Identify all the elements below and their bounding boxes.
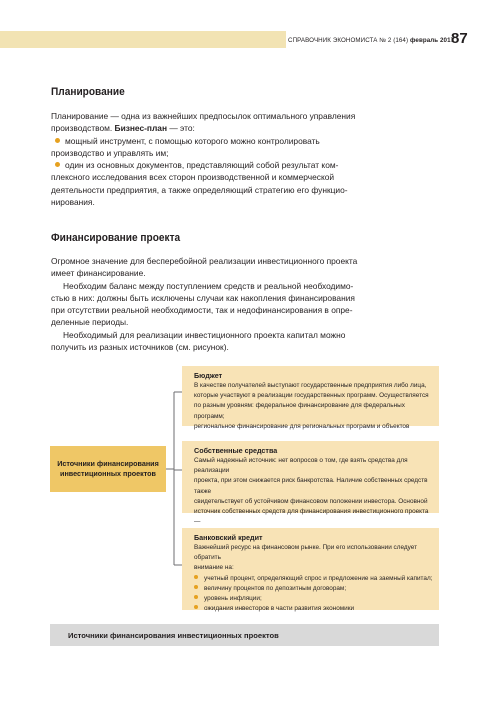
text-line: Огромное значение для бесперебойной реализации инвестиционного проекта [51,256,358,266]
text-line: Планирование — одна из важнейших предпосылок оптимального управления [51,111,356,121]
text-line: получить из разных источников (см. рисунок). [51,342,229,353]
journal-title: СПРАВОЧНИК ЭКОНОМИСТА № 2 (164) [288,37,409,44]
bullet-icon [194,605,198,609]
card-bullet-item: учетный процент, определяющий спрос и предложение на заемный капитал; [194,574,431,584]
bullet-icon [194,595,198,599]
card-bullet-item: ожидания инвесторов в части развития экономики [194,604,431,614]
card-bank-credit [182,528,439,613]
page-number: 87 [451,30,468,47]
text-line: стью в них: должны быть исключены случаи как накопления финансирования [51,292,355,303]
section-heading-financing: Финансирование проекта [51,232,181,244]
card-own-funds [182,441,439,526]
card-line: которые участвуют в реализации государственных программ. Осуществляется [194,392,429,400]
text-line: производство и управлять им; [51,147,169,158]
issue-date: февраль 2017 [409,37,455,44]
card-title: Собственные средства [194,446,278,455]
text-line: Необходимый для реализации инвестиционного проекта капитал можно [63,329,346,340]
card-line: Важнейший ресурс на финансовом рынке. При его использовании следует обратить [194,544,418,562]
financing-sources-box [50,446,166,492]
card-line: внимание на: [194,564,234,572]
card-line: проекта, при этом снижается риск банкротства. Наличие собственных средств также [194,477,428,495]
card-budget [182,366,439,430]
source-label-line: Источники финансирования [57,459,159,468]
list-item: мощный инструмент, с помощью которого можно контролировать [51,135,451,147]
text-line: деятельности предприятия, а также определяющий стратегию его функцио- [51,184,348,195]
card-line: источник собственных средств для финансирования инвестиционного проекта — [194,508,429,526]
figure-caption-text: Источники финансирования инвестиционных проектов [68,630,279,640]
bullet-icon [194,585,198,589]
text-line: имеет финансирование. [51,268,146,279]
card-line: Самый надежный источник: нет вопросов о том, где взять средства для реализации [194,457,408,475]
source-label-line: инвестиционных проектов [60,469,156,478]
card-bullet-item: величину процентов по депозитным договорам; [194,584,431,594]
card-line: региональное финансирование для региональных программ и объектов [194,422,410,430]
card-line: В качестве получателей выступают государственные предприятия либо лица, [194,382,427,389]
text-line: Необходим баланс между поступлением средств и реальной необходимо- [63,280,354,291]
section-heading-planning: Планирование [51,86,125,98]
bullet-icon [194,575,198,579]
text-line: производством. Бизнес-план — это: [51,123,195,134]
card-line: по разным уровням: федеральное финансирование для федеральных программ; [194,402,405,420]
card-line: свидетельствует об устойчивом финансовом положении инвестора. Основной [194,497,428,505]
text-line: при отсутствии реальной необходимости, так и недофинансирования в опре- [51,305,353,316]
card-title: Банковский кредит [194,533,263,542]
figure-caption [50,624,439,646]
card-title: Бюджет [194,371,223,380]
card-bullet-item: уровень инфляции; [194,594,431,604]
term-business-plan: Бизнес-план [114,123,168,134]
text-line: деленные периоды. [51,317,129,328]
text-line: плексного исследования всех сторон производственной и коммерческой [51,172,335,183]
text-line: нирования. [51,197,95,208]
list-item: один из основных документов, представляющий собой результат ком- [51,159,451,171]
